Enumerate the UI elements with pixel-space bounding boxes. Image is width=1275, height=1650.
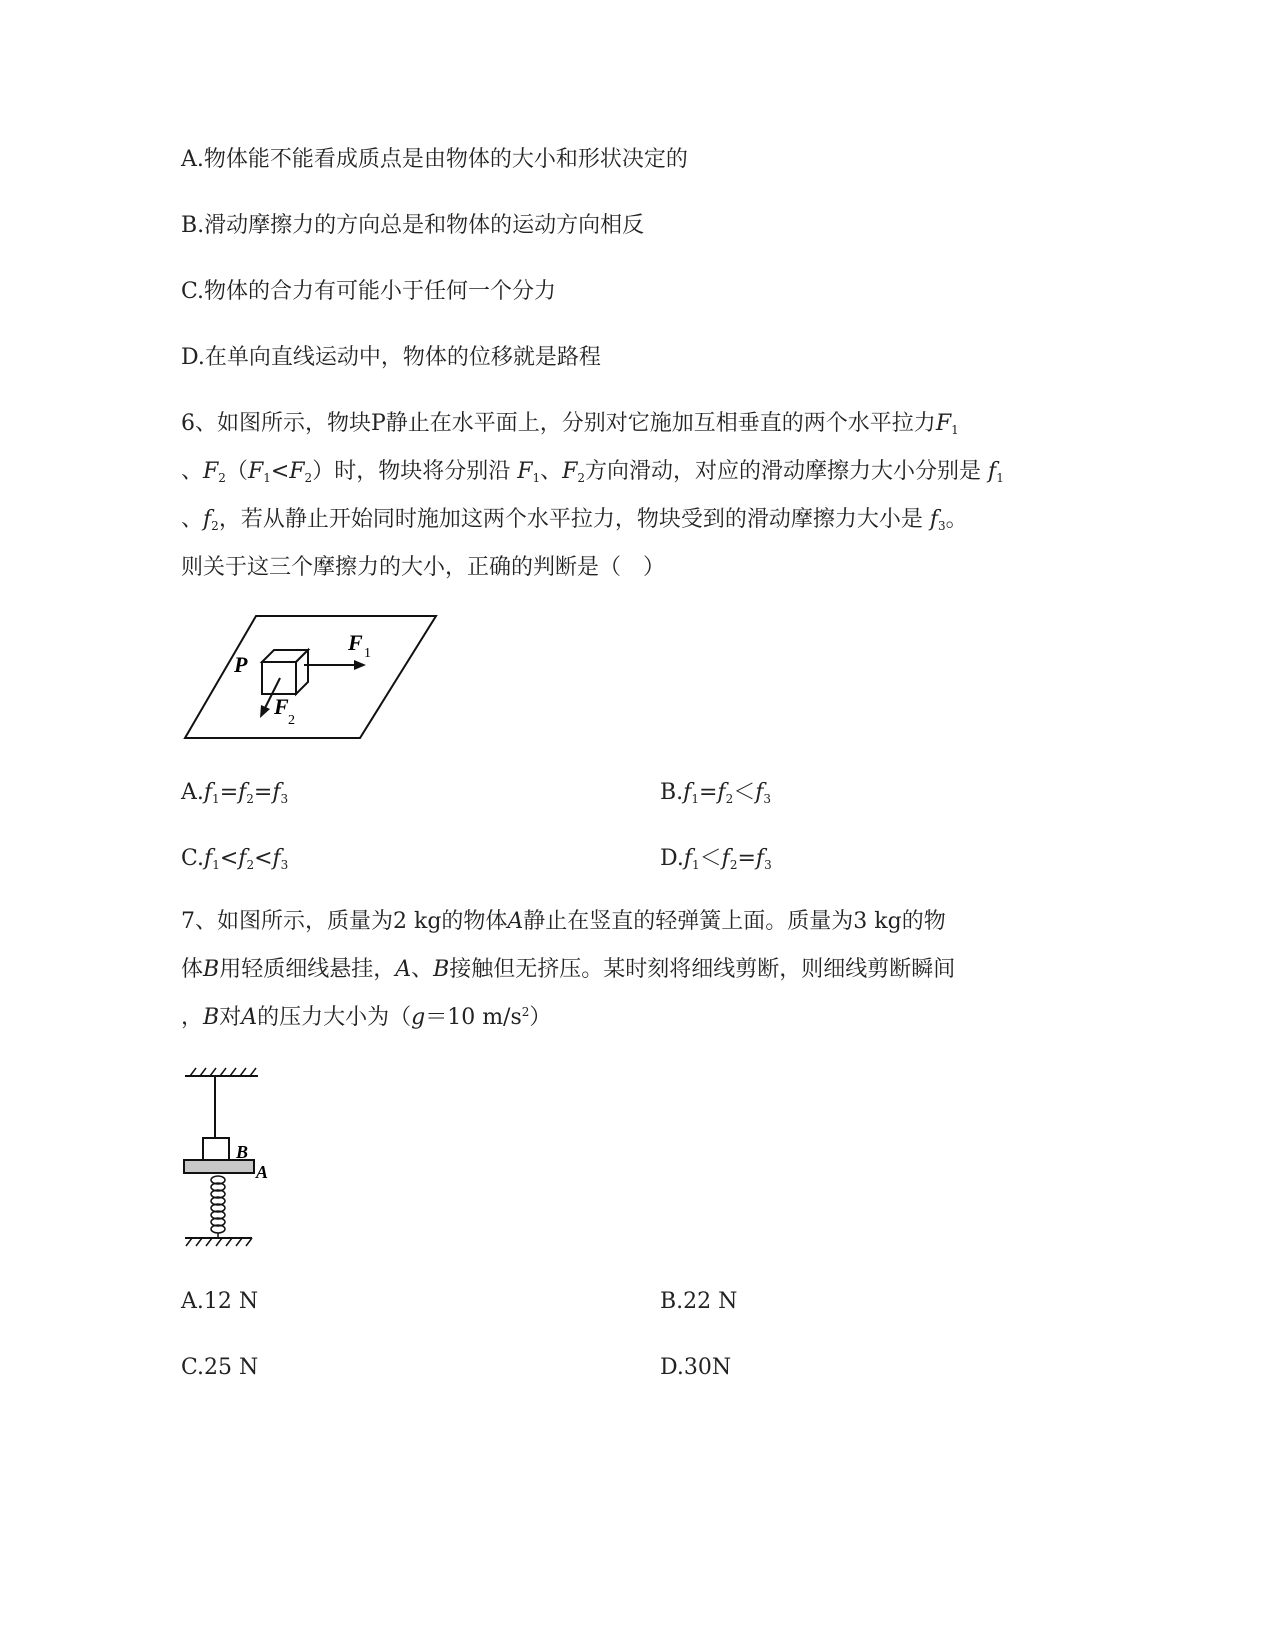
force-f2-arrowhead xyxy=(260,705,270,718)
spring xyxy=(211,1176,225,1238)
q7-option-a: A.12 N xyxy=(181,1289,259,1314)
q7-option-d: D.30N xyxy=(660,1355,732,1380)
option-a-text: A.物体能不能看成质点是由物体的大小和形状决定的 xyxy=(181,147,688,172)
q6-line-1: 6、如图所示，物块P静止在水平面上，分别对它施加互相垂直的两个水平拉力$F_1$ xyxy=(181,411,959,437)
q6-line-2: 、$F_2(F_1<F_2)$时，物块将分别沿 $F_1$、$F_2$方向滑动，对应的滑动摩擦力大小分别是 $f_1$ xyxy=(181,459,1004,485)
label-b: B xyxy=(236,1142,249,1162)
question-6-stem xyxy=(181,400,1036,592)
q6-option-a: $A.f_1=f_2=f_3$ xyxy=(181,780,289,806)
q6-figure xyxy=(180,610,445,745)
force-f1-arrowhead xyxy=(354,660,366,670)
q6-option-d: $D.f_1<f_2=f_3$ xyxy=(660,846,772,872)
q7-option-b: B.22 N xyxy=(660,1289,738,1314)
label-a: A xyxy=(256,1162,269,1182)
ceiling-hatch xyxy=(190,1068,256,1076)
label-f1: F xyxy=(348,630,363,655)
q7-figure xyxy=(180,1062,280,1252)
option-d-text: D.在单向直线运动中，物体的位移就是路程 xyxy=(181,345,601,370)
q6-option-c: $C.f_1<f_2<f_3$ xyxy=(181,846,289,872)
q6-line-3: 、$f_2$，若从静止开始同时施加这两个水平拉力，物块受到的滑动摩擦力大小是 $f_3$。 xyxy=(181,507,968,533)
q7-line-3: ，B对A的压力大小为（g＝10 $m/s^2$） xyxy=(181,1005,552,1030)
plane-parallelogram xyxy=(185,616,436,738)
q6-line-4: 则关于这三个摩擦力的大小，正确的判断是（ ） xyxy=(181,555,666,580)
label-f1-sub: 1 xyxy=(364,646,371,661)
label-p: P xyxy=(234,652,248,677)
question-7-stem xyxy=(181,898,1036,1042)
option-c-text: C.物体的合力有可能小于任何一个分力 xyxy=(181,279,557,304)
q7-line-1: 7、如图所示，质量为2 kg的物体A静止在竖直的轻弹簧上面。质量为3 kg的物 xyxy=(181,909,946,934)
q7-option-c: C.25 N xyxy=(181,1355,259,1380)
label-f2-sub: 2 xyxy=(288,713,295,728)
floor-hatch xyxy=(186,1238,252,1246)
option-b-text: B.滑动摩擦力的方向总是和物体的运动方向相反 xyxy=(181,213,645,238)
block-b xyxy=(203,1138,229,1160)
q6-option-b: $B.f_1=f_2<f_3$ xyxy=(660,780,772,806)
label-f2: F xyxy=(274,694,289,719)
q7-line-2: 体B用轻质细线悬挂，A、B接触但无挤压。某时刻将细线剪断，则细线剪断瞬间 xyxy=(181,957,956,982)
